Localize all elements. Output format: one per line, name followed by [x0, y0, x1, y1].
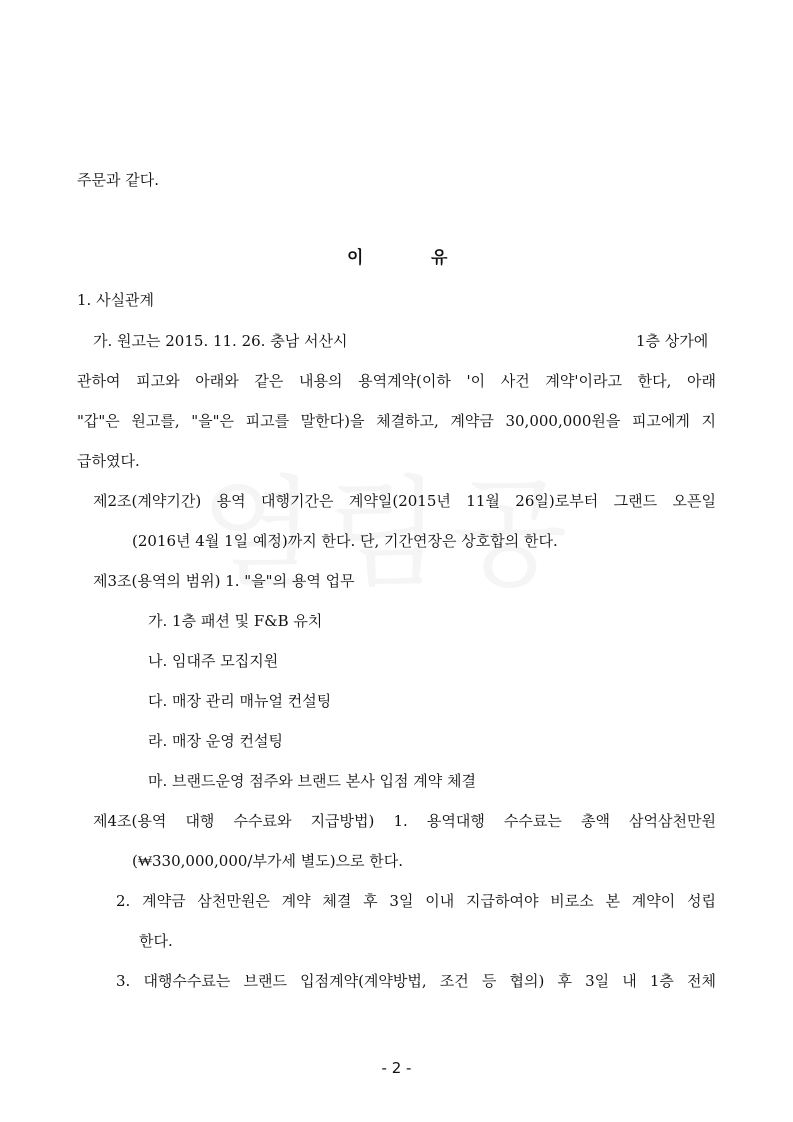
article4-line1: 제4조(용역 대행 수수료와 지급방법) 1. 용역대행 수수료는 총액 삼억삼천만원: [93, 812, 716, 830]
article3-item-4: 라. 매장 운영 컨설팅: [148, 732, 283, 750]
reason-heading: [347, 246, 447, 270]
reason-heading-right: 유: [431, 248, 448, 268]
article4-item2-line1: 2. 계약금 삼천만원은 계약 체결 후 3일 이내 지급하여야 비로소 본 계약이 성립: [116, 892, 716, 910]
article4-item3-line1: 3. 대행수수료는 브랜드 입점계약(계약방법, 조건 등 협의) 후 3일 내 1층 전체: [116, 972, 716, 990]
para-ga-line1-right: 1층 상가에: [636, 332, 709, 350]
reason-heading-left: 이: [347, 248, 364, 268]
article4-line2: (₩330,000,000/부가세 별도)으로 한다.: [132, 852, 404, 870]
article3-item-1: 가. 1층 패션 및 F&B 유치: [148, 612, 323, 630]
article3-item-2: 나. 임대주 모집지원: [148, 652, 279, 670]
article4-item2-line2: 한다.: [139, 932, 173, 950]
page-number: - 2 -: [381, 1059, 412, 1077]
order-text: 주문과 같다.: [77, 171, 159, 189]
para-ga-line2: 관하여 피고와 아래와 같은 내용의 용역계약(이하 '이 사건 계약'이라고 한다, 아래: [77, 372, 716, 390]
article2-line1: 제2조(계약기간) 용역 대행기간은 계약일(2015년 11월 26일)로부터 그랜드 오픈일: [93, 492, 716, 510]
para-ga-line1-left: 가. 원고는 2015. 11. 26. 충남 서산시: [93, 332, 348, 350]
article3-item-5: 마. 브랜드운영 점주와 브랜드 본사 입점 계약 체결: [148, 772, 476, 790]
article2-line2: (2016년 4월 1일 예정)까지 한다. 단, 기간연장은 상호합의 한다.: [132, 532, 558, 550]
article3-item-3: 다. 매장 관리 매뉴얼 컨설팅: [148, 692, 332, 710]
para-ga-line3: "갑"은 원고를, "을"은 피고를 말한다)을 체결하고, 계약금 30,000,000원을 피고에게 지: [77, 412, 716, 430]
para-ga-line4: 급하였다.: [77, 452, 140, 470]
article3-line1: 제3조(용역의 범위) 1. "을"의 용역 업무: [93, 572, 355, 590]
section-title: 1. 사실관계: [77, 291, 155, 309]
